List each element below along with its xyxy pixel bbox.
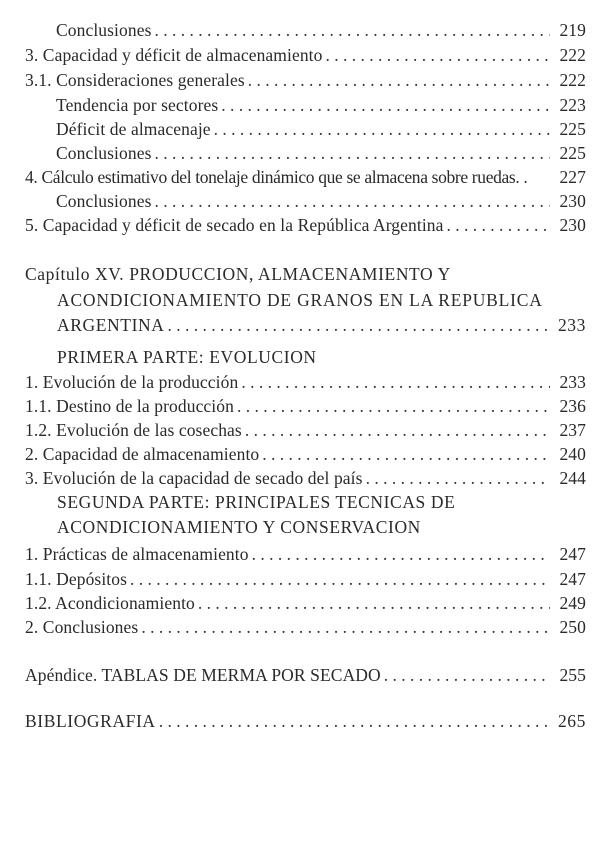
toc-entry-page: 247	[559, 544, 586, 564]
part-heading: ACONDICIONAMIENTO Y CONSERVACION	[57, 517, 421, 537]
toc-entry-page: 247	[559, 569, 586, 589]
dot-leader	[167, 313, 550, 337]
toc-entry-title: 3.1. Consideraciones generales	[25, 70, 245, 90]
toc-row	[0, 68, 600, 92]
dot-leader	[245, 418, 550, 442]
toc-entry-page: 249	[559, 593, 586, 613]
toc-entry-title: Conclusiones	[56, 143, 152, 163]
toc-entry-page: 222	[559, 70, 586, 90]
toc-entry-page: 230	[559, 215, 586, 235]
toc-row	[0, 141, 600, 165]
toc-entry-title: Conclusiones	[56, 20, 152, 40]
toc-row	[0, 43, 600, 67]
toc-entry-page: 240	[559, 444, 586, 464]
toc-row	[0, 394, 600, 418]
toc-row	[0, 165, 600, 189]
toc-entry-title: 1. Evolución de la producción	[25, 372, 239, 392]
toc-entry-title: Tendencia por sectores	[56, 95, 219, 115]
toc-entry-title: BIBLIOGRAFIA	[25, 711, 156, 731]
toc-entry-page: 223	[559, 95, 586, 115]
toc-entry-page: 255	[559, 665, 586, 685]
toc-entry-page: 236	[559, 396, 586, 416]
toc-entry-page: 219	[559, 20, 586, 40]
chapter-heading-line	[0, 288, 600, 312]
dot-leader	[237, 394, 550, 418]
dot-leader	[155, 189, 550, 213]
dot-leader	[155, 18, 550, 42]
toc-entry-title: 5. Capacidad y déficit de secado en la República Argentina	[25, 215, 444, 235]
chapter-heading: Capítulo XV. PRODUCCION, ALMACENAMIENTO Y	[25, 264, 451, 284]
toc-row	[0, 709, 600, 733]
dot-leader	[241, 370, 550, 394]
toc-entry-page: 237	[559, 420, 586, 440]
toc-row	[0, 213, 600, 237]
toc-row	[0, 418, 600, 442]
dot-leader	[366, 466, 550, 490]
toc-entry-page: 227	[559, 167, 586, 187]
toc-entry-title: 1.2. Evolución de las cosechas	[25, 420, 242, 440]
toc-row	[0, 567, 600, 591]
chapter-heading: ACONDICIONAMIENTO DE GRANOS EN LA REPUBLICA	[57, 290, 543, 310]
toc-entry-page: 230	[559, 191, 586, 211]
toc-entry-title: 1. Prácticas de almacenamiento	[25, 544, 249, 564]
part-heading-line	[0, 515, 600, 539]
toc-row	[0, 93, 600, 117]
dot-leader	[248, 68, 550, 92]
toc-entry-title: 1.1. Destino de la producción	[25, 396, 234, 416]
chapter-heading-line	[0, 262, 600, 286]
toc-row	[0, 370, 600, 394]
toc-row	[0, 18, 600, 42]
toc-entry-page: 244	[559, 468, 586, 488]
toc-entry-page: 225	[559, 143, 586, 163]
toc-row	[0, 591, 600, 615]
toc-entry-title: 4. Cálculo estimativo del tonelaje dinámico que se almacena sobre ruedas. .	[25, 167, 528, 187]
part-heading: SEGUNDA PARTE: PRINCIPALES TECNICAS DE	[57, 492, 456, 512]
part-heading: PRIMERA PARTE: EVOLUCION	[57, 347, 317, 367]
toc-entry-title: 1.2. Acondicionamiento	[25, 593, 195, 613]
toc-entry-title: 2. Capacidad de almacenamiento	[25, 444, 260, 464]
dot-leader	[198, 591, 550, 615]
toc-entry-page: 233	[559, 372, 586, 392]
toc-entry-title: Déficit de almacenaje	[56, 119, 211, 139]
dot-leader	[155, 141, 550, 165]
dot-leader	[384, 663, 550, 687]
toc-entry-page: 225	[559, 119, 586, 139]
toc-entry-page: 222	[559, 45, 586, 65]
toc-row	[0, 663, 600, 687]
dot-leader	[252, 542, 550, 566]
toc-row	[0, 117, 600, 141]
toc-entry-title: Apéndice. TABLAS DE MERMA POR SECADO	[25, 665, 381, 685]
toc-entry-page: 250	[559, 617, 586, 637]
toc-row	[0, 466, 600, 490]
part-heading-line	[0, 490, 600, 514]
dot-leader	[159, 709, 550, 733]
toc-entry-title: 2. Conclusiones	[25, 617, 139, 637]
dot-leader	[325, 43, 550, 67]
dot-leader	[221, 93, 550, 117]
part-heading-line	[0, 345, 600, 369]
dot-leader	[447, 213, 550, 237]
toc-entry-title: ARGENTINA	[57, 315, 165, 335]
toc-row	[0, 313, 600, 337]
toc-entry-title: Conclusiones	[56, 191, 152, 211]
toc-row	[0, 442, 600, 466]
toc-entry-title: 3. Evolución de la capacidad de secado del país	[25, 468, 363, 488]
toc-entry-page: 233	[557, 315, 586, 335]
dot-leader	[262, 442, 550, 466]
dot-leader	[141, 615, 550, 639]
toc-entry-title: 1.1. Depósitos	[25, 569, 128, 589]
toc-row	[0, 189, 600, 213]
toc-entry-title: 3. Capacidad y déficit de almacenamiento	[25, 45, 323, 65]
dot-leader	[214, 117, 550, 141]
toc-entry-page: 265	[557, 711, 586, 731]
toc-row	[0, 615, 600, 639]
dot-leader	[130, 567, 550, 591]
toc-row	[0, 542, 600, 566]
